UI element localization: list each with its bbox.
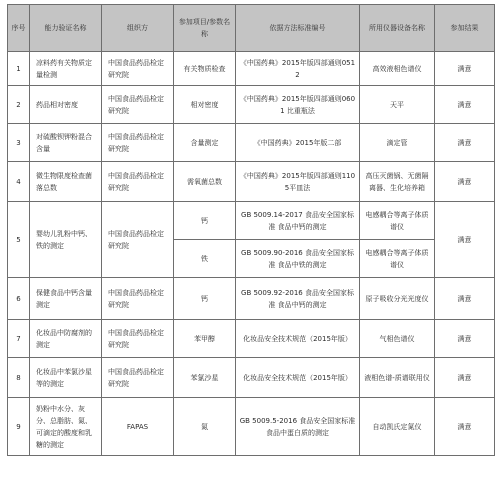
cell-parameter: 需氧菌总数 [174,162,236,202]
table-row [8,52,495,86]
header-instrument: 所用仪器设备名称 [360,5,435,52]
cell-instrument: 原子吸收分光光度仪 [360,278,435,320]
cell-result: 满意 [435,358,495,398]
proficiency-table-container [7,4,494,456]
table-row [8,162,495,202]
cell-result: 满意 [435,124,495,162]
cell-result: 满意 [435,162,495,202]
cell-organizer: 中国食品药品检定研究院 [102,202,174,278]
table-row [8,124,495,162]
cell-instrument: 电感耦合等离子体质谱仪 [360,202,435,240]
table-row [8,202,495,240]
cell-serial: 4 [8,162,30,202]
cell-serial: 7 [8,320,30,358]
cell-method: 《中国药典》2015年版二部 [236,124,360,162]
cell-parameter: 含量测定 [174,124,236,162]
cell-instrument: 滴定管 [360,124,435,162]
cell-test-name: 奶粉中水分、灰分、总脂肪、氮、可滴定的酸度和乳糖的测定 [30,398,102,456]
cell-instrument: 高压灭菌锅、无菌隔离器、生化培养箱 [360,162,435,202]
cell-test-name: 保健食品中钙含量测定 [30,278,102,320]
cell-organizer: 中国食品药品检定研究院 [102,320,174,358]
cell-serial: 8 [8,358,30,398]
cell-instrument: 电感耦合等离子体质谱仪 [360,240,435,278]
cell-method: 化妆品安全技术规范（2015年版） [236,320,360,358]
cell-instrument: 自动凯氏定氮仪 [360,398,435,456]
cell-parameter: 苯氯沙星 [174,358,236,398]
cell-organizer: FAPAS [102,398,174,456]
cell-result: 满意 [435,202,495,278]
cell-method: 化妆品安全技术规范（2015年版） [236,358,360,398]
cell-organizer: 中国食品药品检定研究院 [102,278,174,320]
cell-organizer: 中国食品药品检定研究院 [102,86,174,124]
proficiency-test-table [7,4,495,456]
cell-method: GB 5009.14-2017 食品安全国家标准 食品中钙的测定 [236,202,360,240]
cell-parameter: 苯甲醇 [174,320,236,358]
cell-result: 满意 [435,52,495,86]
cell-serial: 1 [8,52,30,86]
cell-instrument: 天平 [360,86,435,124]
table-header-row [8,5,495,52]
cell-method: GB 5009.92-2016 食品安全国家标准 食品中钙的测定 [236,278,360,320]
cell-parameter: 钙 [174,278,236,320]
cell-organizer: 中国食品药品检定研究院 [102,358,174,398]
cell-test-name: 微生物限度检查菌落总数 [30,162,102,202]
table-row [8,320,495,358]
header-test-name: 能力验证名称 [30,5,102,52]
cell-test-name: 化妆品中苯氯沙星等的测定 [30,358,102,398]
header-parameter: 参加项目/参数名称 [174,5,236,52]
cell-test-name: 药品相对密度 [30,86,102,124]
cell-organizer: 中国食品药品检定研究院 [102,124,174,162]
cell-method: GB 5009.5-2016 食品安全国家标准 食品中蛋白质的测定 [236,398,360,456]
cell-parameter: 氮 [174,398,236,456]
cell-serial: 3 [8,124,30,162]
cell-test-name: 婴幼儿乳粉中钙、铁的测定 [30,202,102,278]
header-method: 依据方法标准编号 [236,5,360,52]
cell-result: 满意 [435,278,495,320]
cell-method: GB 5009.90-2016 食品安全国家标准 食品中铁的测定 [236,240,360,278]
cell-instrument: 液相色谱-质谱联用仪 [360,358,435,398]
cell-result: 满意 [435,86,495,124]
cell-serial: 5 [8,202,30,278]
table-row [8,398,495,456]
table-row [8,278,495,320]
header-organizer: 组织方 [102,5,174,52]
cell-serial: 6 [8,278,30,320]
cell-result: 满意 [435,320,495,358]
cell-parameter: 铁 [174,240,236,278]
cell-method: 《中国药典》2015年版四部通则0512 [236,52,360,86]
cell-method: 《中国药典》2015年版四部通则1105平皿法 [236,162,360,202]
cell-method: 《中国药典》2015年版四部通则0601 比重瓶法 [236,86,360,124]
cell-organizer: 中国食品药品检定研究院 [102,162,174,202]
header-result: 参加结果 [435,5,495,52]
cell-instrument: 高效液相色谱仪 [360,52,435,86]
cell-parameter: 相对密度 [174,86,236,124]
cell-parameter: 有关物质检查 [174,52,236,86]
table-row [8,358,495,398]
cell-organizer: 中国食品药品检定研究院 [102,52,174,86]
cell-result: 满意 [435,398,495,456]
cell-test-name: 对硫酸钡钾粉混合含量 [30,124,102,162]
cell-instrument: 气相色谱仪 [360,320,435,358]
header-serial: 序号 [8,5,30,52]
cell-serial: 2 [8,86,30,124]
cell-test-name: 凉料药有关物质定量检测 [30,52,102,86]
cell-test-name: 化妆品中防腐剂的测定 [30,320,102,358]
cell-serial: 9 [8,398,30,456]
cell-parameter: 钙 [174,202,236,240]
table-row [8,86,495,124]
